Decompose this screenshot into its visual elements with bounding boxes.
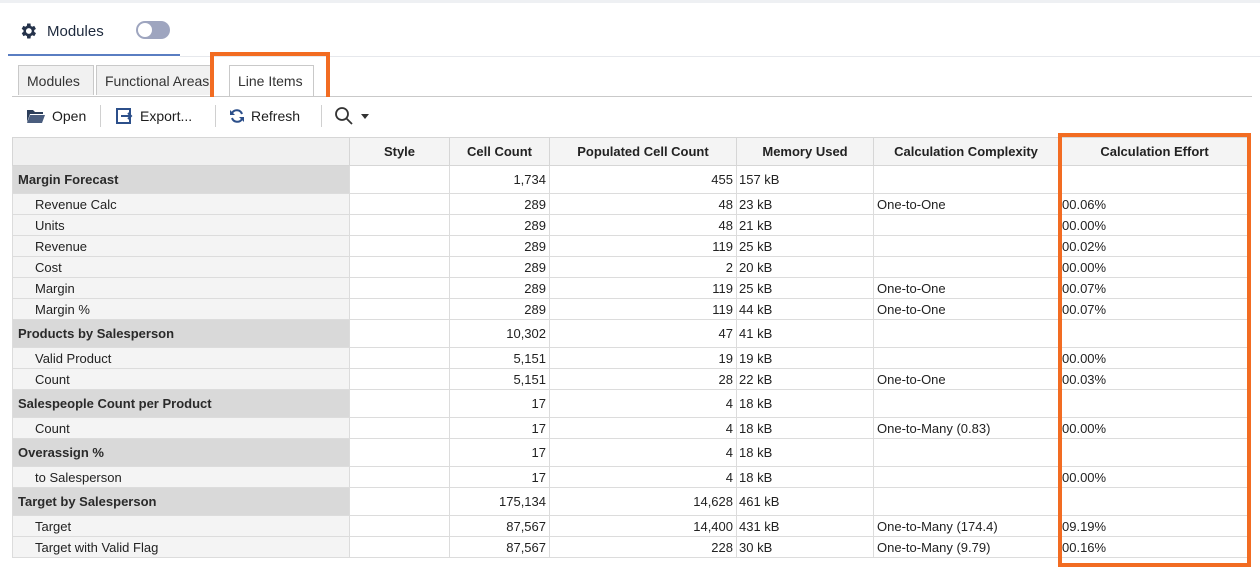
toolbar	[12, 97, 1252, 135]
cell-populated-count[interactable]: 119	[550, 278, 737, 299]
cell-style[interactable]	[350, 369, 450, 390]
row-name[interactable]: Count	[13, 369, 350, 390]
row-name[interactable]: Units	[13, 215, 350, 236]
folder-open-icon	[26, 108, 46, 124]
column-header-cell-count[interactable]: Cell Count	[450, 138, 550, 166]
cell-style[interactable]	[350, 467, 450, 488]
row-name[interactable]: Products by Salesperson	[13, 320, 350, 348]
cell-memory-used[interactable]: 25 kB	[737, 236, 874, 257]
divider	[180, 56, 1260, 57]
cell-calculation-effort[interactable]: 00.07%	[1059, 299, 1251, 320]
cell-calculation-complexity[interactable]	[874, 257, 1059, 278]
cell-count[interactable]: 289	[450, 236, 550, 257]
cell-count[interactable]: 175,134	[450, 488, 550, 516]
modules-title: Modules	[47, 22, 104, 40]
cell-style[interactable]	[350, 390, 450, 418]
column-header-calculation-complexity[interactable]: Calculation Complexity	[874, 138, 1059, 166]
cell-populated-count[interactable]: 4	[550, 439, 737, 467]
cell-style[interactable]	[350, 320, 450, 348]
cell-calculation-effort[interactable]: 00.00%	[1059, 418, 1251, 439]
cell-count[interactable]: 5,151	[450, 348, 550, 369]
refresh-label: Refresh	[251, 108, 301, 124]
modules-toggle[interactable]	[136, 21, 170, 39]
cell-style[interactable]	[350, 439, 450, 467]
cell-populated-count[interactable]: 47	[550, 320, 737, 348]
cell-calculation-complexity[interactable]	[874, 166, 1059, 194]
separator	[215, 105, 216, 127]
cell-calculation-effort[interactable]: 00.02%	[1059, 236, 1251, 257]
cell-populated-count[interactable]: 2	[550, 257, 737, 278]
cell-count[interactable]: 289	[450, 215, 550, 236]
row-name[interactable]: Salespeople Count per Product	[13, 390, 350, 418]
cell-memory-used[interactable]: 18 kB	[737, 467, 874, 488]
cell-memory-used[interactable]: 18 kB	[737, 390, 874, 418]
cell-style[interactable]	[350, 418, 450, 439]
cell-calculation-complexity[interactable]: One-to-Many (0.83)	[874, 418, 1059, 439]
row-name[interactable]: Revenue	[13, 236, 350, 257]
row-name[interactable]: Target with Valid Flag	[13, 537, 350, 558]
row-name[interactable]: Cost	[13, 257, 350, 278]
cell-memory-used[interactable]: 30 kB	[737, 537, 874, 558]
export-button[interactable]	[116, 105, 192, 127]
cell-calculation-complexity[interactable]	[874, 467, 1059, 488]
cell-memory-used[interactable]: 41 kB	[737, 320, 874, 348]
cell-style[interactable]	[350, 299, 450, 320]
cell-memory-used[interactable]: 23 kB	[737, 194, 874, 215]
cell-style[interactable]	[350, 488, 450, 516]
cell-calculation-complexity[interactable]: One-to-Many (174.4)	[874, 516, 1059, 537]
cell-memory-used[interactable]: 44 kB	[737, 299, 874, 320]
export-label: Export...	[140, 108, 193, 124]
column-header-memory-used[interactable]: Memory Used	[737, 138, 874, 166]
line-items-tab-highlight	[210, 52, 330, 102]
cell-memory-used[interactable]: 21 kB	[737, 215, 874, 236]
row-name[interactable]: Margin %	[13, 299, 350, 320]
cell-count[interactable]: 289	[450, 257, 550, 278]
cell-count[interactable]: 17	[450, 467, 550, 488]
top-bar	[0, 0, 1260, 57]
cell-count[interactable]: 1,734	[450, 166, 550, 194]
cell-style[interactable]	[350, 257, 450, 278]
cell-calculation-complexity[interactable]	[874, 488, 1059, 516]
separator	[321, 105, 322, 127]
cell-populated-count[interactable]: 455	[550, 166, 737, 194]
cell-populated-count[interactable]: 4	[550, 390, 737, 418]
cell-populated-count[interactable]: 4	[550, 467, 737, 488]
cell-calculation-effort[interactable]: 00.07%	[1059, 278, 1251, 299]
cell-memory-used[interactable]: 20 kB	[737, 257, 874, 278]
cell-calculation-complexity[interactable]	[874, 390, 1059, 418]
row-name[interactable]: Margin	[13, 278, 350, 299]
cell-count[interactable]: 87,567	[450, 516, 550, 537]
cell-calculation-complexity[interactable]: One-to-One	[874, 299, 1059, 320]
cell-populated-count[interactable]: 119	[550, 299, 737, 320]
cell-calculation-complexity[interactable]	[874, 215, 1059, 236]
calculation-effort-highlight	[1058, 133, 1251, 567]
cell-calculation-complexity[interactable]	[874, 348, 1059, 369]
cell-calculation-complexity[interactable]: One-to-Many (9.79)	[874, 537, 1059, 558]
cell-style[interactable]	[350, 215, 450, 236]
row-name[interactable]: Revenue Calc	[13, 194, 350, 215]
open-button[interactable]	[26, 105, 86, 127]
cell-calculation-complexity[interactable]	[874, 236, 1059, 257]
cell-memory-used[interactable]: 18 kB	[737, 439, 874, 467]
cell-count[interactable]: 289	[450, 278, 550, 299]
cell-calculation-effort[interactable]: 00.00%	[1059, 257, 1251, 278]
refresh-button[interactable]	[229, 105, 300, 127]
cell-count[interactable]: 289	[450, 299, 550, 320]
row-name[interactable]: Count	[13, 418, 350, 439]
cell-memory-used[interactable]: 157 kB	[737, 166, 874, 194]
cell-calculation-effort[interactable]: 00.03%	[1059, 369, 1251, 390]
cell-calculation-effort[interactable]: 00.16%	[1059, 537, 1251, 558]
row-name[interactable]: Valid Product	[13, 348, 350, 369]
modules-panel-tab[interactable]	[8, 8, 180, 56]
cell-populated-count[interactable]: 48	[550, 194, 737, 215]
search-icon	[334, 106, 354, 126]
refresh-icon	[229, 108, 245, 124]
cell-memory-used[interactable]: 461 kB	[737, 488, 874, 516]
cell-calculation-complexity[interactable]: One-to-One	[874, 278, 1059, 299]
search-dropdown-button[interactable]	[334, 105, 376, 127]
cell-style[interactable]	[350, 278, 450, 299]
row-name[interactable]: Overassign %	[13, 439, 350, 467]
cell-count[interactable]: 289	[450, 194, 550, 215]
cell-calculation-effort[interactable]: 09.19%	[1059, 516, 1251, 537]
cell-populated-count[interactable]: 19	[550, 348, 737, 369]
open-label: Open	[52, 108, 87, 124]
tab-line-items[interactable]: Line Items	[229, 65, 314, 97]
cell-calculation-effort[interactable]: 00.00%	[1059, 467, 1251, 488]
cell-style[interactable]	[350, 348, 450, 369]
column-header-style[interactable]: Style	[350, 138, 450, 166]
column-header-calculation-effort[interactable]: Calculation Effort	[1059, 138, 1251, 166]
cell-memory-used[interactable]: 25 kB	[737, 278, 874, 299]
cell-memory-used[interactable]: 431 kB	[737, 516, 874, 537]
row-name[interactable]: Target	[13, 516, 350, 537]
cell-memory-used[interactable]: 22 kB	[737, 369, 874, 390]
cell-calculation-complexity[interactable]	[874, 320, 1059, 348]
row-name[interactable]: Target by Salesperson	[13, 488, 350, 516]
cell-populated-count[interactable]: 14,628	[550, 488, 737, 516]
cell-count[interactable]: 5,151	[450, 369, 550, 390]
export-icon	[116, 107, 134, 125]
caret-down-icon	[360, 111, 370, 121]
cell-populated-count[interactable]: 28	[550, 369, 737, 390]
cell-style[interactable]	[350, 516, 450, 537]
cell-populated-count[interactable]: 4	[550, 418, 737, 439]
cell-populated-count[interactable]: 48	[550, 215, 737, 236]
cell-populated-count[interactable]: 119	[550, 236, 737, 257]
row-name[interactable]: to Salesperson	[13, 467, 350, 488]
cell-count[interactable]: 10,302	[450, 320, 550, 348]
cell-memory-used[interactable]: 19 kB	[737, 348, 874, 369]
cell-calculation-effort[interactable]: 00.06%	[1059, 194, 1251, 215]
gear-icon	[18, 21, 38, 41]
toggle-knob	[138, 23, 152, 37]
cell-style[interactable]	[350, 537, 450, 558]
column-header-populated-cell-count[interactable]: Populated Cell Count	[550, 138, 737, 166]
cell-populated-count[interactable]: 14,400	[550, 516, 737, 537]
cell-calculation-effort[interactable]: 00.00%	[1059, 348, 1251, 369]
cell-style[interactable]	[350, 236, 450, 257]
cell-count[interactable]: 87,567	[450, 537, 550, 558]
cell-calculation-complexity[interactable]	[874, 439, 1059, 467]
cell-populated-count[interactable]: 228	[550, 537, 737, 558]
column-header-name	[13, 138, 350, 166]
cell-style[interactable]	[350, 194, 450, 215]
cell-memory-used[interactable]: 18 kB	[737, 418, 874, 439]
cell-style[interactable]	[350, 166, 450, 194]
cell-count[interactable]: 17	[450, 390, 550, 418]
tab-functional-areas[interactable]: Functional Areas	[96, 65, 212, 95]
cell-calculation-complexity[interactable]: One-to-One	[874, 369, 1059, 390]
cell-count[interactable]: 17	[450, 439, 550, 467]
cell-count[interactable]: 17	[450, 418, 550, 439]
row-name[interactable]: Margin Forecast	[13, 166, 350, 194]
separator	[100, 105, 101, 127]
cell-calculation-complexity[interactable]: One-to-One	[874, 194, 1059, 215]
cell-calculation-effort[interactable]: 00.00%	[1059, 215, 1251, 236]
tab-modules[interactable]: Modules	[18, 65, 94, 95]
